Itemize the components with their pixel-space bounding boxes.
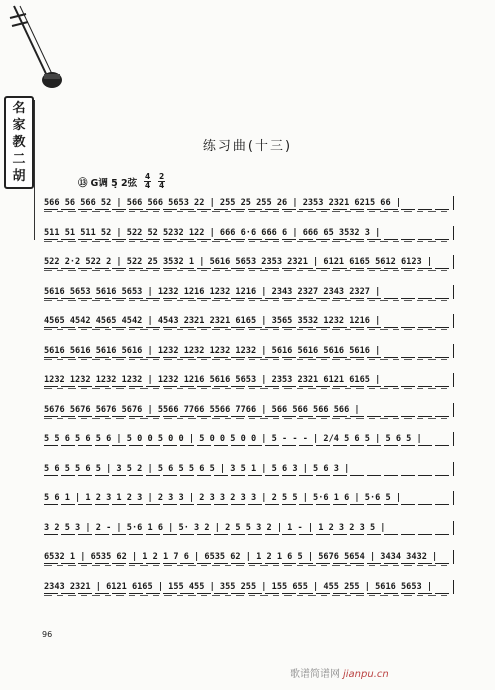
score-system: 5 6 5 5 6 5 | 3 5 2 | 5 6 5 5 6 5 | 3 5 1 | 5 6 3 | 5 6 3 | [44,454,454,484]
side-divider [34,100,35,240]
score-system: 5616 5653 5616 5653 | 1232 1216 1232 1216 | 2343 2327 2343 2327 | [44,277,454,307]
piece-title: 练习曲(十三) [202,139,293,154]
side-title-char: 名 [12,101,26,116]
score-system: 522 2·2 522 2 | 522 25 3532 1 | 5616 5653 2353 2321 | 6121 6165 5612 6123 | [44,247,454,277]
time-signature: 4 4 [145,172,151,190]
erhu-illustration [6,4,66,96]
score-system: 5 5 6 5 6 5 6 | 5 0 0 5 0 0 | 5 0 0 5 0 0 | 5 - - - | 2/4 5 6 5 | 5 6 5 | [44,424,454,454]
score-system: 5616 5616 5616 5616 | 1232 1232 1232 1232 | 5616 5616 5616 5616 | [44,336,454,366]
side-title-char: 教 [12,135,26,150]
side-title-char: 胡 [12,169,26,184]
side-title-char: 二 [12,152,26,167]
score-system: 4565 4542 4565 4542 | 4543 2321 2321 6165 | 3565 3532 1232 1216 | [44,306,454,336]
watermark-text: 歌谱简谱网 [290,669,340,680]
watermark-url: jianpu.cn [343,669,389,680]
watermark [290,665,389,680]
score-system: 5676 5676 5676 5676 | 5566 7766 5566 7766 | 566 566 566 566 | [44,395,454,425]
key-text: G调 5̣ 2弦 [90,177,138,189]
page-number: 96 [42,630,53,639]
side-title-char: 家 [12,118,26,133]
score-system: 1232 1232 1232 1232 | 1232 1216 5616 5653 | 2353 2321 6121 6165 | [44,365,454,395]
score-system: 566 56 566 52 | 566 566 5653 22 | 255 25 255 26 | 2353 2321 6215 66 | [44,188,454,218]
piece-number: ⑬ [78,177,88,189]
score-system: 2343 2321 | 6121 6165 | 155 455 | 355 255 | 155 655 | 455 255 | 5616 5653 | [44,572,454,602]
score-system: 5 6 1 | 1 2 3 1 2 3 | 2 3 3 | 2 3 3 2 3 3 | 2 5 5 | 5·6 1 6 | 5·6 5 | [44,483,454,513]
time-signature: 2 4 [159,172,165,190]
jianpu-score [44,188,454,601]
score-system: 6532 1 | 6535 62 | 1 2 1 7 6 | 6535 62 | 1 2 1 6 5 | 5676 5654 | 3434 3432 | [44,542,454,572]
score-system: 3 2 5 3 | 2 - | 5·6 1 6 | 5· 3 2 | 2 5 5 3 2 | 1 - | 1 2 3 2 3 5 | [44,513,454,543]
score-system: 511 51 511 52 | 522 52 5232 122 | 666 6·6 666 6 | 666 65 3532 3 | [44,218,454,248]
